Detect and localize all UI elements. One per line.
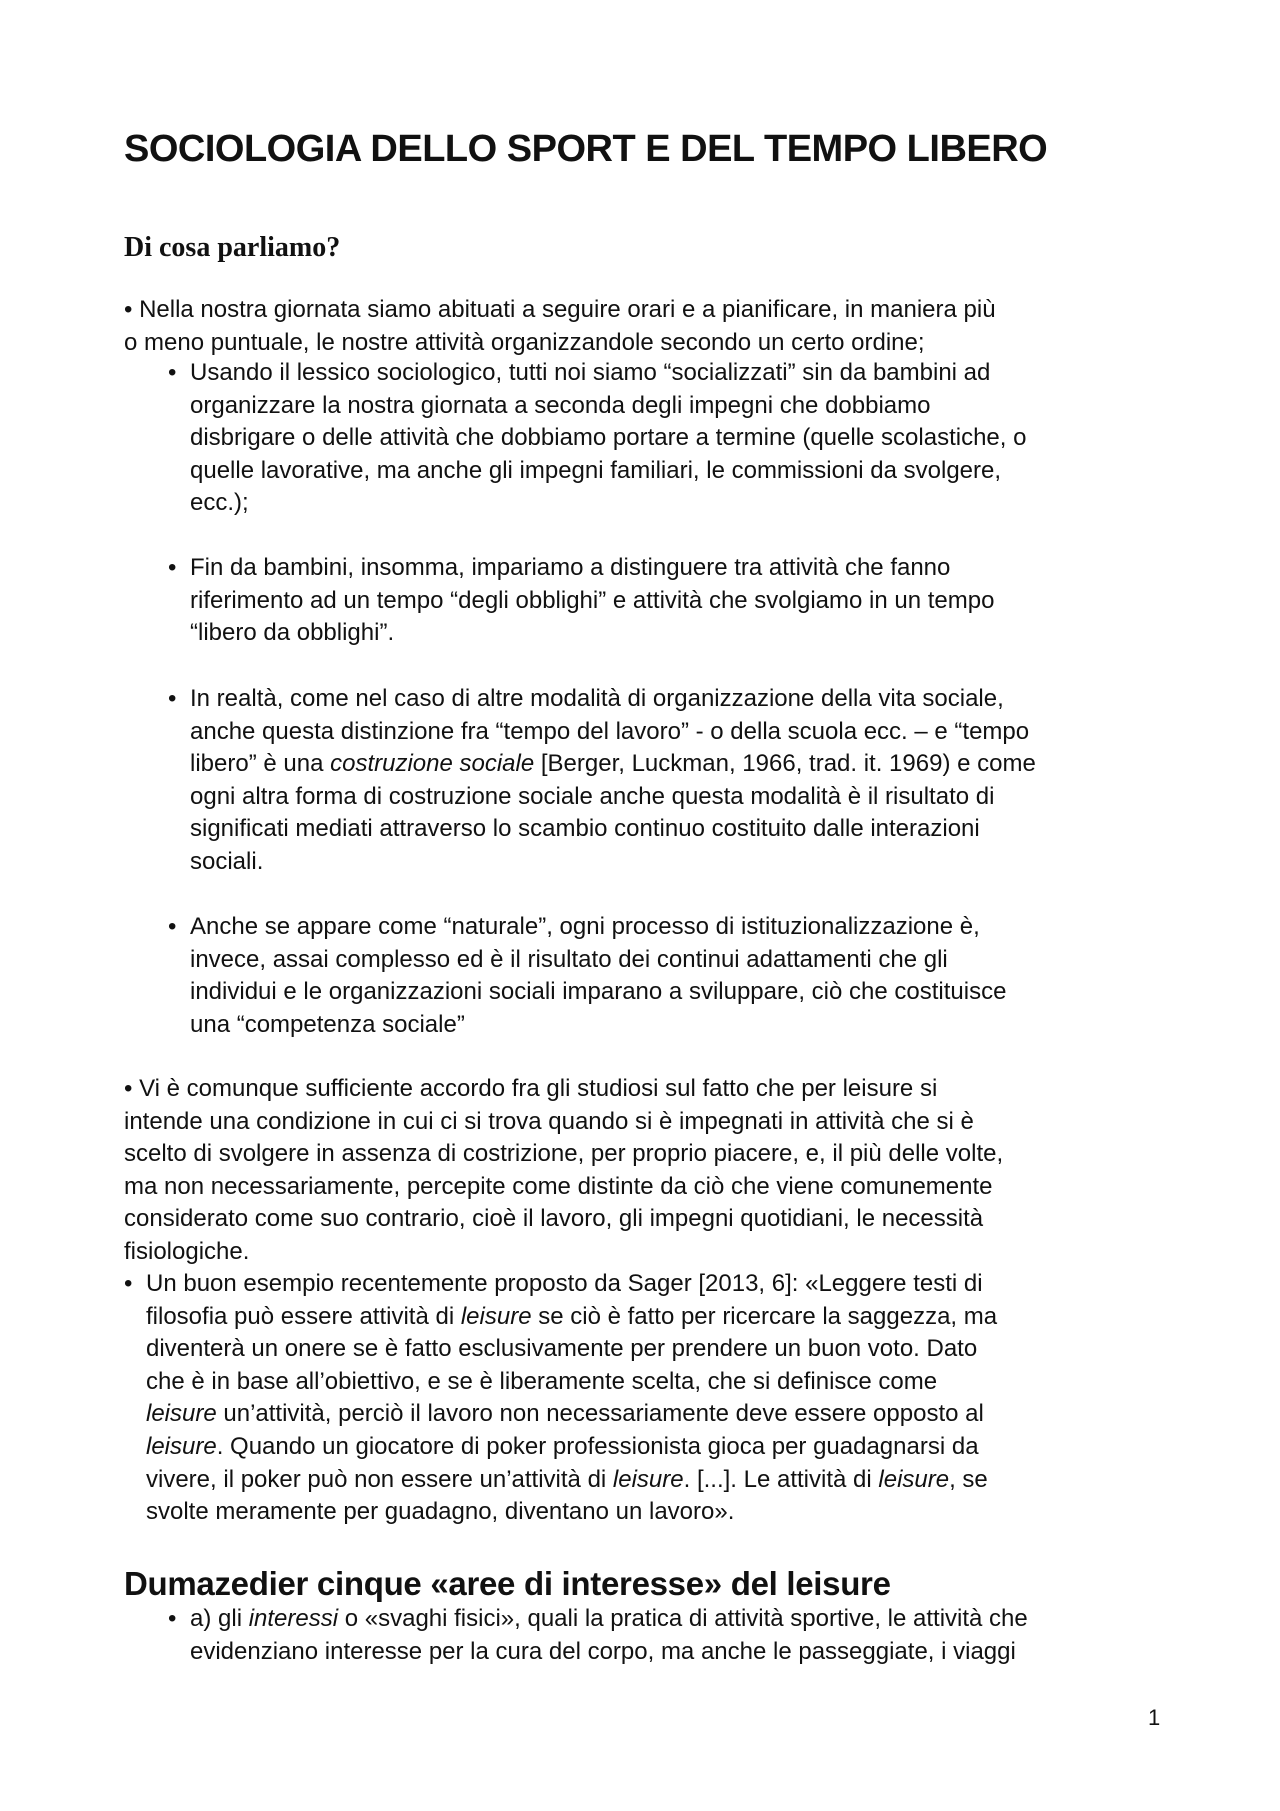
text-segment: filosofia può essere attività di — [146, 1302, 461, 1330]
text-line — [146, 1398, 997, 1431]
text-segment: . Quando un giocatore di poker professionista gioca per guadagnarsi da — [216, 1432, 979, 1460]
bullet-interessi-fisici — [168, 1603, 1028, 1668]
text-segment: In realtà, come nel caso di altre modalità di organizzazione della vita sociale, — [190, 685, 1004, 712]
text-line — [124, 1073, 1003, 1106]
page-title: SOCIOLOGIA DELLO SPORT E DEL TEMPO LIBERO — [124, 128, 1048, 170]
text-segment: Fin da bambini, insomma, impariamo a distinguere tra attività che fanno — [190, 554, 951, 581]
text-segment: una “competenza sociale” — [190, 1010, 465, 1038]
text-segment: “libero da obblighi”. — [190, 619, 395, 647]
text-segment: ma non necessariamente, percepite come distinte da ciò che viene comunemente — [124, 1172, 993, 1200]
text-segment: Usando il lessico sociologico, tutti noi siamo “socializzati” sin da bambini ad — [190, 359, 991, 386]
text-line — [190, 683, 1036, 716]
text-line — [190, 748, 1036, 781]
text-line — [190, 1009, 1006, 1042]
italic-term: leisure — [878, 1465, 950, 1493]
text-line — [146, 1366, 997, 1399]
section-subtitle: Di cosa parliamo? — [124, 232, 341, 263]
text-line — [124, 294, 996, 327]
text-line — [146, 1333, 997, 1366]
paragraph-intro — [124, 294, 996, 359]
text-segment: a) gli — [190, 1605, 249, 1632]
text-line — [190, 422, 1026, 455]
text-segment: significati mediati attraverso lo scambio continuo costituito dalle interazioni — [190, 815, 980, 843]
text-line — [190, 781, 1036, 814]
bullet-icon: • — [168, 1605, 177, 1632]
text-segment: o «svaghi fisici», quali la pratica di attività sportive, le attività che — [338, 1605, 1028, 1632]
text-segment: evidenziano interesse per la cura del corpo, ma anche le passeggiate, i viaggi — [190, 1637, 1016, 1665]
bullet-icon: • — [168, 685, 177, 712]
text-line — [190, 976, 1006, 1009]
text-segment: sociali. — [190, 847, 264, 875]
text-segment: Anche se appare come “naturale”, ogni processo di istituzionalizzazione è, — [190, 913, 980, 940]
italic-term: leisure — [612, 1465, 684, 1493]
text-line — [190, 487, 1026, 520]
paragraph-leisure-definition — [124, 1073, 1003, 1269]
italic-term: costruzione sociale — [330, 750, 535, 778]
text-line — [124, 1106, 1003, 1139]
text-line — [146, 1301, 997, 1334]
bullet-icon: • — [124, 1270, 133, 1297]
text-segment: riferimento ad un tempo “degli obblighi” e attività che svolgiamo in un tempo — [190, 586, 995, 614]
bullet-socializzati — [168, 357, 1027, 520]
text-segment: svolte meramente per guadagno, diventano un lavoro». — [146, 1498, 735, 1526]
text-segment: Un buon esempio recentemente proposto da Sager [2013, 6]: «Leggere testi di — [146, 1270, 983, 1297]
text-segment: o meno puntuale, le nostre attività organizzandole secondo un certo ordine; — [124, 328, 925, 356]
text-segment: anche questa distinzione fra “tempo del lavoro” - o della scuola ecc. – e “tempo — [190, 717, 1030, 745]
text-segment: organizzare la nostra giornata a seconda degli impegni che dobbiamo — [190, 391, 931, 419]
text-line — [124, 327, 996, 360]
text-line — [190, 1636, 1028, 1669]
text-line — [146, 1268, 997, 1301]
bullet-icon: • — [168, 913, 177, 940]
bullet-costruzione-sociale — [168, 683, 1036, 879]
text-line — [190, 944, 1006, 977]
text-segment: ogni altra forma di costruzione sociale anche questa modalità è il risultato di — [190, 782, 995, 810]
text-line — [190, 390, 1026, 423]
text-line — [190, 552, 994, 585]
bullet-icon: • — [168, 359, 177, 386]
text-segment: diventerà un onere se è fatto esclusivamente per prendere un buon voto. Dato — [146, 1335, 978, 1363]
text-segment: scelto di svolgere in assenza di costrizione, per proprio piacere, e, il più delle volte, — [124, 1140, 1004, 1168]
text-line — [124, 1203, 1003, 1236]
text-segment: vivere, il poker può non essere un’attività di — [146, 1465, 613, 1493]
text-line — [190, 813, 1036, 846]
text-segment: se ciò è fatto per ricercare la saggezza, ma — [531, 1302, 998, 1330]
text-line — [190, 911, 1006, 944]
bullet-obblighi — [168, 552, 995, 650]
text-segment: , se — [949, 1465, 988, 1493]
text-line — [190, 716, 1036, 749]
text-segment: fisiologiche. — [124, 1237, 250, 1265]
italic-term: leisure — [146, 1400, 217, 1428]
text-segment: libero” è una — [190, 750, 331, 778]
bullet-competenza-sociale — [168, 911, 1007, 1041]
text-segment: individui e le organizzazioni sociali imparano a sviluppare, ciò che costituisce — [190, 978, 1007, 1006]
text-segment: intende una condizione in cui ci si trova quando si è impegnati in attività che si è — [124, 1107, 974, 1135]
text-segment: che è in base all’obiettivo, e se è liberamente scelta, che si definisce come — [146, 1367, 938, 1395]
text-line — [190, 455, 1026, 488]
text-segment: quelle lavorative, ma anche gli impegni familiari, le commissioni da svolgere, — [190, 456, 1002, 484]
text-segment: . [...]. Le attività di — [683, 1465, 879, 1493]
text-line — [190, 617, 994, 650]
text-line — [124, 1171, 1003, 1204]
text-segment: [Berger, Luckman, 1966, trad. it. 1969) e come — [534, 750, 1036, 778]
text-line — [124, 1236, 1003, 1269]
text-line — [146, 1431, 997, 1464]
text-segment: • Vi è comunque sufficiente accordo fra gli studiosi sul fatto che per leisure si — [124, 1075, 938, 1102]
text-segment: un’attività, perciò il lavoro non necessariamente deve essere opposto al — [216, 1400, 984, 1428]
text-line — [190, 1603, 1028, 1636]
italic-term: leisure — [146, 1432, 217, 1460]
text-line — [124, 1138, 1003, 1171]
text-line — [190, 357, 1026, 390]
italic-term: interessi — [248, 1605, 339, 1632]
text-segment: considerato come suo contrario, cioè il lavoro, gli impegni quotidiani, le necessità — [124, 1205, 984, 1233]
text-line — [146, 1496, 997, 1529]
bullet-icon: • — [168, 554, 177, 581]
bullet-sager-quote — [124, 1268, 998, 1529]
text-segment: ecc.); — [190, 489, 249, 517]
italic-term: leisure — [460, 1302, 532, 1330]
text-line — [190, 585, 994, 618]
text-segment: invece, assai complesso ed è il risultato dei continui adattamenti che gli — [190, 945, 948, 973]
text-line — [190, 846, 1036, 879]
section-heading-dumazedier: Dumazedier cinque «aree di interesse» del leisure — [124, 1565, 891, 1602]
text-line — [146, 1464, 997, 1497]
page-number: 1 — [1148, 1705, 1161, 1730]
text-segment: disbrigare o delle attività che dobbiamo portare a termine (quelle scolastiche, o — [190, 424, 1027, 452]
text-segment: • Nella nostra giornata siamo abituati a seguire orari e a pianificare, in maniera più — [124, 296, 996, 323]
